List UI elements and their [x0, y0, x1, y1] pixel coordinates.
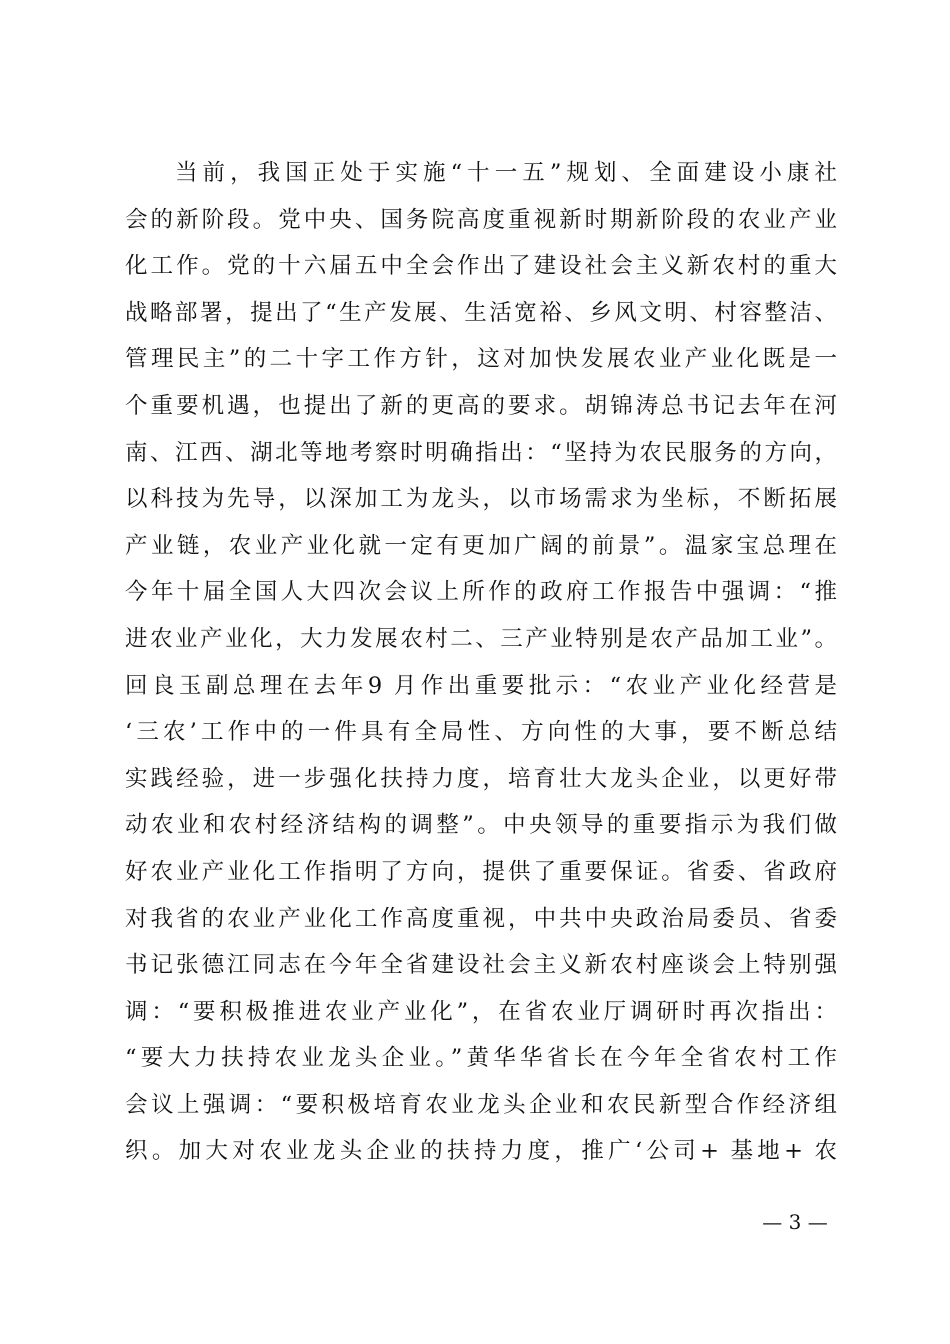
text-line: 南、江西、湖北等地考察时明确指出：“坚持为农民服务的方向， — [125, 439, 837, 466]
text-line: ‘三农’工作中的一件具有全局性、方向性的大事，要不断总结 — [125, 719, 837, 746]
text-line: 会议上强调：“要积极培育农业龙头企业和农民新型合作经济组 — [125, 1091, 837, 1118]
text-line: 管理民主”的二十字工作方针，这对加快发展农业产业化既是一 — [125, 346, 837, 373]
text-line: “要大力扶持农业龙头企业。”黄华华省长在今年全省农村工作 — [125, 1045, 837, 1072]
text-line: 会的新阶段。党中央、国务院高度重视新时期新阶段的农业产业 — [125, 206, 837, 233]
text-line: 进农业产业化，大力发展农村二、三产业特别是农产品加工业”。 — [125, 625, 837, 652]
text-line: 好农业产业化工作指明了方向，提供了重要保证。省委、省政府 — [125, 858, 837, 885]
text-line: 化工作。党的十六届五中全会作出了建设社会主义新农村的重大 — [125, 253, 837, 280]
text-line: 调：“要积极推进农业产业化”，在省农业厅调研时再次指出： — [125, 998, 837, 1025]
text-line: 动农业和农村经济结构的调整”。中央领导的重要指示为我们做 — [125, 812, 837, 839]
text-line: 织。加大对农业龙头企业的扶持力度，推广‘公司+ 基地+ 农 — [125, 1138, 837, 1165]
page-number: — 3 — — [762, 1210, 828, 1234]
text-line: 当前，我国正处于实施“十一五”规划、全面建设小康社 — [175, 160, 837, 186]
text-line: 产业链，农业产业化就一定有更加广阔的前景”。温家宝总理在 — [125, 532, 837, 559]
body-paragraph — [125, 150, 837, 1175]
text-line: 个重要机遇，也提出了新的更高的要求。胡锦涛总书记去年在河 — [125, 392, 837, 419]
text-line: 以科技为先导，以深加工为龙头，以市场需求为坐标，不断拓展 — [125, 486, 837, 513]
text-line: 战略部署，提出了“生产发展、生活宽裕、乡风文明、村容整洁、 — [125, 299, 837, 326]
text-line: 实践经验，进一步强化扶持力度，培育壮大龙头企业，以更好带 — [125, 765, 837, 792]
text-line: 书记张德江同志在今年全省建设社会主义新农村座谈会上特别强 — [125, 952, 837, 979]
text-line: 回良玉副总理在去年9 月作出重要批示：“农业产业化经营是 — [125, 672, 837, 699]
text-line: 对我省的农业产业化工作高度重视，中共中央政治局委员、省委 — [125, 905, 837, 932]
text-line: 今年十届全国人大四次会议上所作的政府工作报告中强调：“推 — [125, 579, 837, 606]
